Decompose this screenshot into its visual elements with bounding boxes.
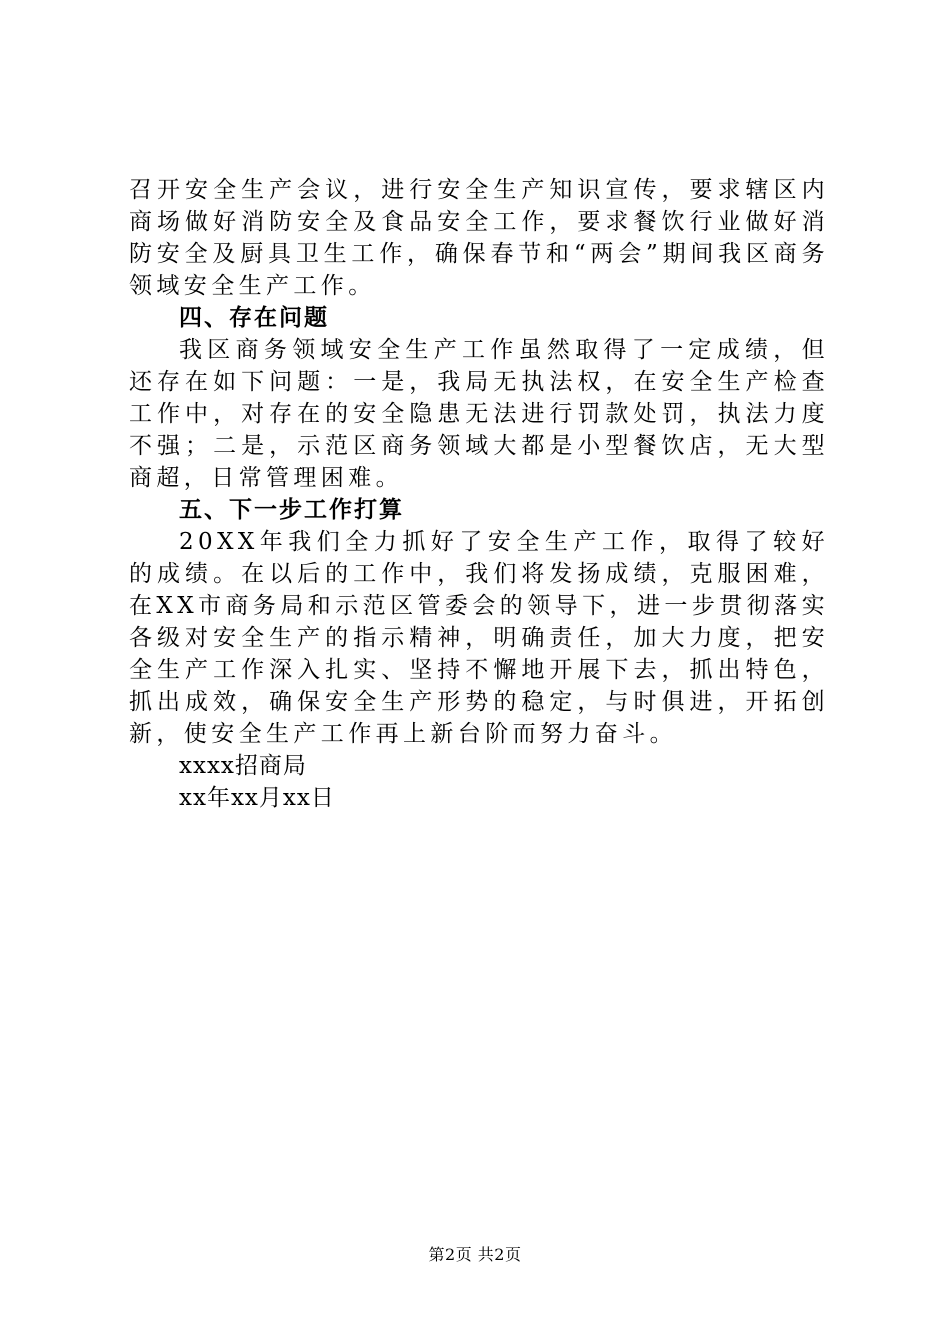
section-heading-problems: 四、存在问题 bbox=[179, 305, 329, 331]
paragraph-next-steps: 20XX年我们全力抓好了安全生产工作，取得了较好的成绩。在以后的工作中，我们将发扬成绩，克服困难，在XX市商务局和示范区管委会的领导下，进一步贯彻落实各级对安全生产的指示精神，明确责任，加大力度，把安全生产工作深入扎实、坚持不懈地开展下去，抓出特色，抓出成效，确保安全生产形势的稳定，与时俱进，开拓创新，使安全生产工作再上新台阶而努力奋斗。 bbox=[129, 529, 829, 747]
signature-date: xx年xx月xx日 bbox=[179, 785, 335, 811]
section-heading-next-steps: 五、下一步工作打算 bbox=[179, 497, 404, 523]
signature-organization: xxxx招商局 bbox=[179, 753, 307, 779]
paragraph-problems: 我区商务领域安全生产工作虽然取得了一定成绩，但还存在如下问题：一是，我局无执法权，在安全生产检查工作中，对存在的安全隐患无法进行罚款处罚，执法力度不强；二是，示范区商务领域大都是小型餐饮店，无大型商超，日常管理困难。 bbox=[129, 337, 829, 491]
page-number: 第2页 共2页 bbox=[428, 1245, 522, 1264]
page-footer bbox=[0, 1245, 950, 1265]
document-body bbox=[129, 174, 829, 814]
paragraph-continuation: 召开安全生产会议，进行安全生产知识宣传，要求辖区内商场做好消防安全及食品安全工作，要求餐饮行业做好消防安全及厨具卫生工作，确保春节和“两会”期间我区商务领域安全生产工作。 bbox=[129, 177, 829, 299]
